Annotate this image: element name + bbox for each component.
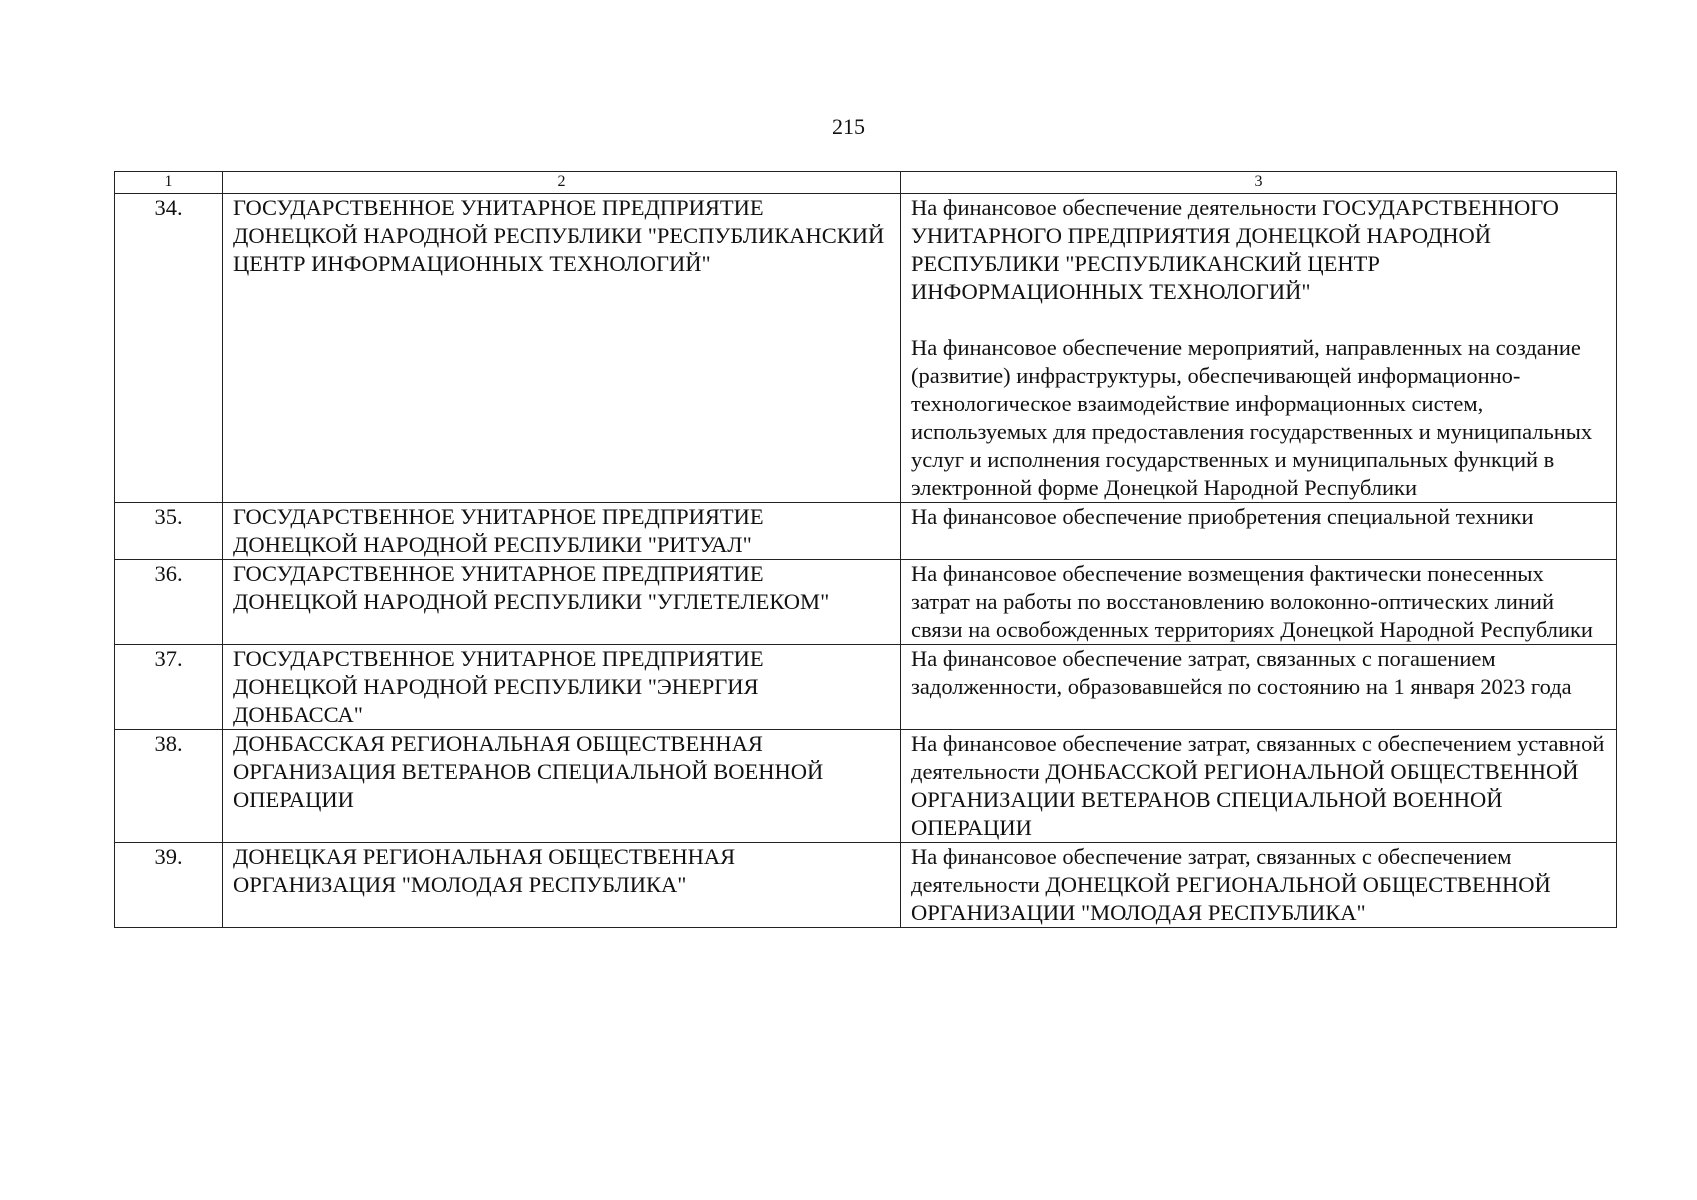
column-header-1: 1 — [115, 172, 223, 194]
organization-name: ДОНБАССКАЯ РЕГИОНАЛЬНАЯ ОБЩЕСТВЕННАЯ ОРГАНИЗАЦИЯ ВЕТЕРАНОВ СПЕЦИАЛЬНОЙ ВОЕННОЙ ОПЕРАЦИИ — [223, 730, 901, 843]
funding-purpose — [901, 843, 1617, 928]
purpose-paragraph: На финансовое обеспечение затрат, связанных с обеспечением деятельности ДОНЕЦКОЙ РЕГИОНАЛЬНОЙ ОБЩЕСТВЕННОЙ ОРГАНИЗАЦИИ "МОЛОДАЯ РЕСПУБЛИКА" — [911, 844, 1551, 925]
organization-name: ДОНЕЦКАЯ РЕГИОНАЛЬНАЯ ОБЩЕСТВЕННАЯ ОРГАНИЗАЦИЯ "МОЛОДАЯ РЕСПУБЛИКА" — [223, 843, 901, 928]
row-number: 35. — [115, 503, 223, 560]
purpose-paragraph: На финансовое обеспечение возмещения фактически понесенных затрат на работы по восстановлению волоконно-оптических линий связи на освобожденных территориях Донецкой Народной Республики — [911, 561, 1593, 642]
row-number: 38. — [115, 730, 223, 843]
table-row — [115, 503, 1617, 560]
table-row — [115, 194, 1617, 503]
row-number: 36. — [115, 560, 223, 645]
row-number: 37. — [115, 645, 223, 730]
funding-purpose — [901, 503, 1617, 560]
organization-name: ГОСУДАРСТВЕННОЕ УНИТАРНОЕ ПРЕДПРИЯТИЕ ДОНЕЦКОЙ НАРОДНОЙ РЕСПУБЛИКИ "РЕСПУБЛИКАНСКИЙ ЦЕНТР ИНФОРМАЦИОННЫХ ТЕХНОЛОГИЙ" — [223, 194, 901, 503]
funding-purpose — [901, 194, 1617, 503]
purpose-paragraph: На финансовое обеспечение приобретения специальной техники — [911, 504, 1534, 529]
table-row — [115, 560, 1617, 645]
table-row — [115, 730, 1617, 843]
funding-purpose — [901, 560, 1617, 645]
organization-name: ГОСУДАРСТВЕННОЕ УНИТАРНОЕ ПРЕДПРИЯТИЕ ДОНЕЦКОЙ НАРОДНОЙ РЕСПУБЛИКИ "ЭНЕРГИЯ ДОНБАССА" — [223, 645, 901, 730]
document-table — [114, 171, 1617, 928]
column-header-2: 2 — [223, 172, 901, 194]
column-header-row — [115, 172, 1617, 194]
funding-purpose — [901, 730, 1617, 843]
purpose-paragraph: На финансовое обеспечение мероприятий, направленных на создание (развитие) инфраструктуры, обеспечивающей информационно-технологическое взаимодействие информационных систем, используемых для предоставления государственных и муниципальных услуг и исполнения государственных и муниципальных функций в электронной форме Донецкой Народной Республики — [911, 335, 1593, 500]
organization-name: ГОСУДАРСТВЕННОЕ УНИТАРНОЕ ПРЕДПРИЯТИЕ ДОНЕЦКОЙ НАРОДНОЙ РЕСПУБЛИКИ "РИТУАЛ" — [223, 503, 901, 560]
page-number: 215 — [832, 114, 865, 139]
row-number: 39. — [115, 843, 223, 928]
funding-purpose — [901, 645, 1617, 730]
purpose-paragraph: На финансовое обеспечение затрат, связанных с обеспечением уставной деятельности ДОНБАССКОЙ РЕГИОНАЛЬНОЙ ОБЩЕСТВЕННОЙ ОРГАНИЗАЦИИ ВЕТЕРАНОВ СПЕЦИАЛЬНОЙ ВОЕННОЙ ОПЕРАЦИИ — [911, 731, 1605, 840]
row-number: 34. — [115, 194, 223, 503]
table-row — [115, 843, 1617, 928]
purpose-paragraph: На финансовое обеспечение затрат, связанных с погашением задолженности, образовавшейся по состоянию на 1 января 2023 года — [911, 646, 1572, 699]
table-row — [115, 645, 1617, 730]
purpose-paragraph: На финансовое обеспечение деятельности ГОСУДАРСТВЕННОГО УНИТАРНОГО ПРЕДПРИЯТИЯ ДОНЕЦКОЙ НАРОДНОЙ РЕСПУБЛИКИ "РЕСПУБЛИКАНСКИЙ ЦЕНТР ИНФОРМАЦИОННЫХ ТЕХНОЛОГИЙ" — [911, 195, 1559, 304]
organization-name: ГОСУДАРСТВЕННОЕ УНИТАРНОЕ ПРЕДПРИЯТИЕ ДОНЕЦКОЙ НАРОДНОЙ РЕСПУБЛИКИ "УГЛЕТЕЛЕКОМ" — [223, 560, 901, 645]
column-header-3: 3 — [901, 172, 1617, 194]
